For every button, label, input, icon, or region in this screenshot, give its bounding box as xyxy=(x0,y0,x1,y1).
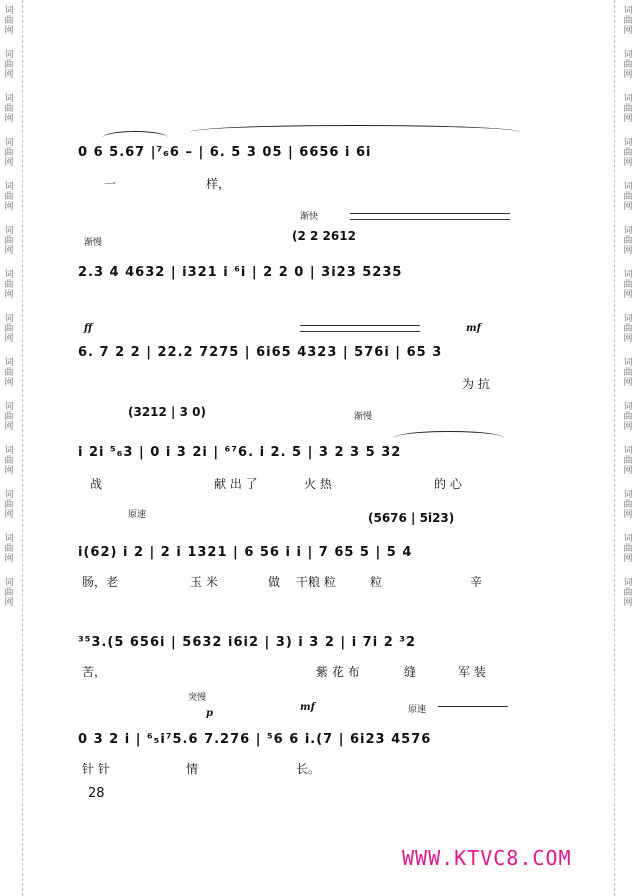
hairpin xyxy=(350,219,510,220)
margin-watermark-text: 词 曲 网 xyxy=(623,446,633,476)
score-line-1 xyxy=(78,145,518,205)
lyric: 针 针 xyxy=(82,762,110,776)
score-line-2 xyxy=(78,212,518,325)
score-line-3 xyxy=(78,323,518,405)
left-dashed-rule xyxy=(22,0,23,896)
margin-watermark-text: 词 曲 网 xyxy=(623,490,633,520)
score-line-5 xyxy=(78,510,518,605)
margin-watermark-text: 词 曲 网 xyxy=(623,578,633,608)
margin-watermark-text: 词 曲 网 xyxy=(4,402,14,432)
hairpin xyxy=(350,213,510,214)
tempo-mark: 渐慢 xyxy=(354,412,373,422)
dynamic-mark: p xyxy=(206,708,213,719)
lyric: 军 装 xyxy=(458,665,486,679)
margin-watermark-text: 词 曲 网 xyxy=(623,94,633,124)
notes: i 2i ⁵₆3 | 0 i 3 2i | ⁶⁷6. i 2. 5 | 3 2 3 5 32 xyxy=(78,445,402,460)
bracketed-notes: (3212 | 3 0) xyxy=(128,405,206,419)
score-line-6 xyxy=(78,635,518,695)
margin-watermark-text: 词 曲 网 xyxy=(623,402,633,432)
lyric: 辛 xyxy=(470,575,483,589)
margin-watermark-text: 词 曲 网 xyxy=(4,446,14,476)
margin-watermark-text: 词 曲 网 xyxy=(623,182,633,212)
score-line-4 xyxy=(78,405,518,505)
tempo-mark: 突慢 xyxy=(188,693,207,703)
score-line-7 xyxy=(78,693,518,792)
notes: 6. 7 2 2 | 22.2 7275 | 6i65 4323 | 576i | 65 3 xyxy=(78,345,443,360)
margin-watermark-text: 词 曲 网 xyxy=(623,226,633,256)
margin-watermark-text: 词 曲 网 xyxy=(4,490,14,520)
slur xyxy=(190,125,520,132)
notes: ³⁵3.(5 656i | 5632 i6i2 | 3) i 3 2 | i 7i 2 ³2 xyxy=(78,635,417,650)
notes: 2.3 4 4632 | i321 i ⁶i | 2 2 0 | 3i23 5235 xyxy=(78,265,403,280)
left-margin-watermark xyxy=(0,0,18,896)
notes: 0 3 2 i | ⁶₅i⁷5.6 7.276 | ⁵6 6 i.(7 | 6i23 4576 xyxy=(78,732,432,747)
margin-watermark-text: 词 曲 网 xyxy=(623,270,633,300)
lyric: 火 热 xyxy=(304,477,332,491)
margin-watermark-text: 词 曲 网 xyxy=(623,534,633,564)
lyric: 苦， xyxy=(82,665,107,679)
slur xyxy=(102,131,168,138)
margin-watermark-text: 词 曲 网 xyxy=(623,138,633,168)
site-watermark: WWW.KTVC8.COM xyxy=(402,846,572,870)
margin-watermark-text: 词 曲 网 xyxy=(4,226,14,256)
lyric: 样， xyxy=(206,177,231,191)
right-dashed-rule xyxy=(614,0,615,896)
right-margin-watermark xyxy=(619,0,637,896)
margin-watermark-text: 词 曲 网 xyxy=(4,6,14,36)
margin-watermark-text: 词 曲 网 xyxy=(623,6,633,36)
hairpin xyxy=(300,331,420,332)
lyric: 缝 xyxy=(404,665,417,679)
lyric: 的 心 xyxy=(434,477,462,491)
margin-watermark-text: 词 曲 网 xyxy=(4,138,14,168)
slur xyxy=(394,431,504,438)
page-number: 28 xyxy=(88,786,105,801)
lyric: 肠，老 xyxy=(82,575,119,589)
margin-watermark-text: 词 曲 网 xyxy=(4,358,14,388)
margin-watermark-text: 词 曲 网 xyxy=(4,578,14,608)
tempo-mark: 原速 xyxy=(408,705,427,715)
margin-watermark-text: 词 曲 网 xyxy=(4,182,14,212)
tempo-mark: 原速 xyxy=(128,510,147,520)
bracketed-notes: (2 2 2612 xyxy=(292,229,356,243)
margin-watermark-text: 词 曲 网 xyxy=(4,50,14,80)
margin-watermark-text: 词 曲 网 xyxy=(4,94,14,124)
notes: i(62) i 2 | 2 i 1321 | 6 56 i i | 7 65 5 | 5 4 xyxy=(78,545,413,560)
dynamic-mark: mf xyxy=(300,702,315,713)
dynamic-mark: ff xyxy=(84,323,93,334)
lyric: 长。 xyxy=(296,762,321,776)
notes: 0 6 5.67 |⁷₆6 – | 6. 5 3 05 | 6656 i 6i xyxy=(78,145,372,160)
margin-watermark-text: 词 曲 网 xyxy=(4,314,14,344)
hairpin xyxy=(438,706,508,707)
margin-watermark-text: 词 曲 网 xyxy=(4,534,14,564)
hairpin xyxy=(300,325,420,326)
margin-watermark-text: 词 曲 网 xyxy=(623,50,633,80)
lyric: 献 出 了 xyxy=(214,477,258,491)
bracketed-notes: (5676 | 5i23) xyxy=(368,511,455,525)
tempo-mark: 渐慢 xyxy=(84,238,103,248)
margin-watermark-text: 词 曲 网 xyxy=(4,270,14,300)
lyric: 战 xyxy=(90,477,103,491)
lyric: 做 xyxy=(268,575,281,589)
lyric: 情 xyxy=(186,762,199,776)
lyric: 一 xyxy=(104,177,117,191)
lyric: 粒 xyxy=(370,575,383,589)
dynamic-mark: mf xyxy=(466,323,481,334)
lyric: 玉 米 xyxy=(190,575,218,589)
margin-watermark-text: 词 曲 网 xyxy=(623,314,633,344)
margin-watermark-text: 词 曲 网 xyxy=(623,358,633,388)
tempo-mark: 渐快 xyxy=(300,212,319,222)
lyric: 干粮 粒 xyxy=(296,575,336,589)
lyric: 紫 花 布 xyxy=(316,665,360,679)
lyric: 为 抗 xyxy=(462,377,490,391)
